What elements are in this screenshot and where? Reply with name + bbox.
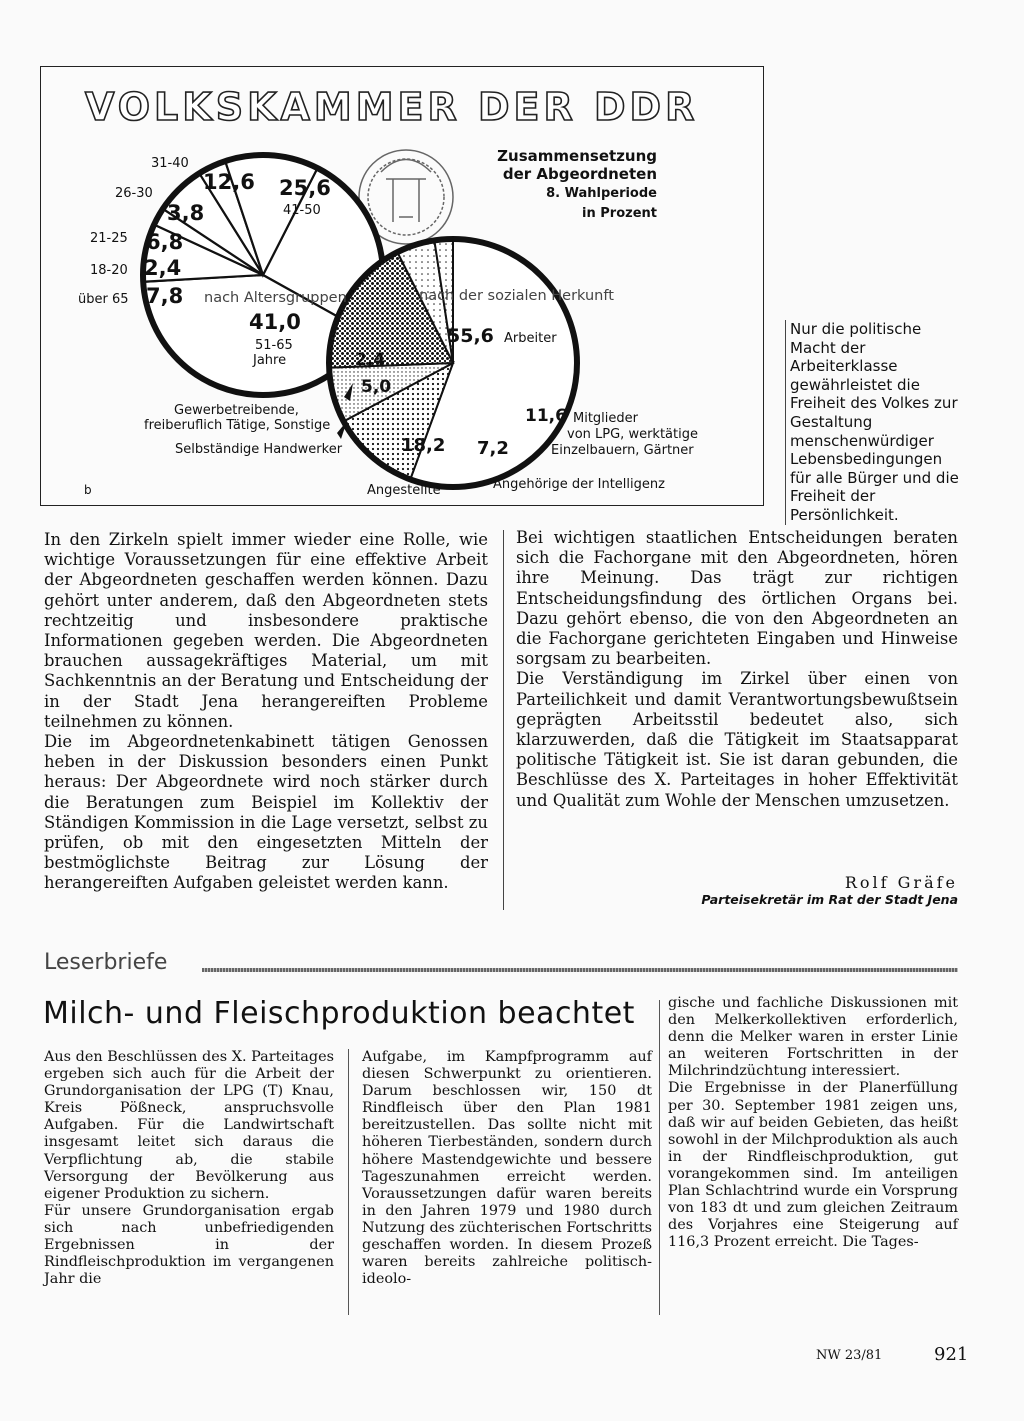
article-column-right	[516, 528, 958, 811]
pie-origin-title: nach der sozialen Herkunft	[419, 288, 614, 304]
column-divider	[659, 1000, 660, 1315]
subtitle-line-3: 8. Wahlperiode	[546, 186, 657, 201]
slice-21-25-value: 6,8	[146, 230, 184, 254]
slice-31-40-label: 31-40	[151, 156, 189, 171]
slice-26-30-label: 26-30	[115, 186, 153, 201]
subtitle-line-2: der Abgeordneten	[502, 165, 657, 183]
slice-51-65-label: 51-65	[255, 338, 293, 353]
letter-paragraph: Aufgabe, im Kampfprogramm auf diesen Schwerpunkt zu orientieren. Darum beschlossen wir, 150 dt Rindfleisch über den Plan 1981 bereitzustellen. Das sollte nicht mit höheren Tierbeständen, sondern durch höhere Mastendgewichte und bessere Tageszunahmen erreicht werden. Voraussetzungen dafür waren bereits in den Jahren 1979 und 1980 durch Nutzung des züchterischen Fortschritts geschaffen worden. In diesem Prozeß waren bereits zahlreiche politisch-ideolo-	[362, 1049, 652, 1288]
author-name: Rolf Gräfe	[844, 873, 958, 892]
letter-paragraph: Die Ergebnisse in der Planerfüllung per 30. September 1981 zeigen uns, daß wir auf beiden Gebieten, das heißt sowohl in der Milchproduktion als auch in der Rindfleischproduktion, gut vorangekommen sind. Im anteiligen Plan Schlachtrind wurde ein Vorsprung von 183 dt und zum gleichen Zeitraum des Vorjahres eine Steigerung auf 116,3 Prozent erreicht. Die Tages-	[668, 1080, 958, 1251]
slice-21-25-label: 21-25	[90, 231, 128, 246]
chart-figure	[40, 66, 764, 506]
slice-26-30-value: 3,8	[167, 201, 205, 225]
article-paragraph: In den Zirkeln spielt immer wieder eine Rolle, wie wichtige Voraussetzungen für eine effektive Arbeit der Abgeordneten geschaffen werden können. Dazu gehört unter anderem, daß den Abgeordneten stets rechtzeitig und insbesondere praktische Informationen gegeben werden. Die Abgeordneten brauchen aussagekräftiges Material, um mit Sachkenntnis an der Beratung und Entscheidung der in der Stadt Jena herangereiften Probleme teilnehmen zu können.	[44, 530, 488, 731]
issue-reference: NW 23/81	[816, 1348, 883, 1363]
article-paragraph: Die Verständigung im Zirkel über einen von Parteilichkeit und damit Verantwortungsbewußtsein geprägten Arbeitsstil bedeutet also, sich klarzuwerden, daß die Tätigkeit im Staatsapparat politische Tätigkeit ist. Sie ist daran gebunden, die Beschlüsse des X. Parteitages in hoher Effektivität und Qualität zum Wohle der Menschen umzusetzen.	[516, 669, 958, 810]
slice-18-20-value: 2,4	[144, 256, 182, 280]
slice-intelligenz-value: 7,2	[477, 438, 509, 459]
slice-lpg-label: Mitglieder	[573, 411, 638, 426]
pie-age-title: nach Altersgruppen	[204, 290, 347, 306]
slice-31-40-value: 12,6	[203, 170, 255, 194]
slice-lpg-label-3: Einzelbauern, Gärtner	[551, 443, 694, 458]
slice-gewerbe-value: 2,4	[355, 350, 386, 370]
slice-arbeiter-label: Arbeiter	[504, 331, 557, 346]
letter-column-3	[668, 995, 958, 1251]
slice-51-65-label-2: Jahre	[253, 353, 287, 368]
slice-handwerker-label: Selbständige Handwerker	[175, 442, 343, 457]
slice-41-50-label: 41-50	[283, 203, 321, 218]
article-column-left	[44, 530, 488, 894]
section-rule	[202, 968, 958, 972]
slice-ueber-65-label: über 65	[78, 292, 129, 307]
slice-41-50-value: 25,6	[279, 176, 331, 200]
slice-lpg-value: 11,6	[525, 406, 567, 426]
letter-headline: Milch- und Fleischproduktion beachtet	[43, 996, 635, 1031]
side-caption: Nur die politische Macht der Arbeiterklasse gewährleistet die Freiheit des Volkes zur Gestaltung menschenwürdiger Lebensbedingungen für alle Bürger und die Freiheit der Persönlichkeit.	[785, 320, 962, 525]
slice-ueber-65-value: 7,8	[146, 284, 184, 308]
slice-handwerker-value: 5,0	[361, 377, 392, 397]
slice-gewerbe-label-2: freiberuflich Tätige, Sonstige	[144, 418, 331, 433]
letter-column-2	[362, 1049, 652, 1288]
letter-column-1	[44, 1049, 334, 1288]
section-label: Leserbriefe	[44, 950, 168, 975]
slice-arbeiter-value: 55,6	[447, 325, 494, 347]
letter-paragraph: Für unsere Grundorganisation ergab sich nach unbefriedigenden Ergebnissen in der Rindfleischproduktion im vergangenen Jahr die	[44, 1202, 334, 1288]
chart-title: VOLKSKAMMER DER DDR	[85, 85, 699, 129]
slice-18-20-label: 18-20	[90, 263, 128, 278]
slice-angestellte-value: 18,2	[401, 435, 446, 456]
slice-angestellte-label: Angestellte	[367, 483, 441, 498]
subtitle-line-4: in Prozent	[582, 206, 657, 221]
page-number: 921	[934, 1344, 969, 1365]
author-role: Parteisekretär im Rat der Stadt Jena	[701, 892, 958, 907]
article-paragraph: Die im Abgeordnetenkabinett tätigen Genossen heben in der Diskussion besonders einen Punkt heraus: Der Abgeordnete wird noch stärker durch die Beratungen zum Beispiel im Kollektiv der Ständigen Kommission in die Lage versetzt, selbst zu prüfen, ob mit den eingesetzten Mitteln der bestmöglichste Beitrag zur Lösung der herangereiften Aufgaben geleistet werden kann.	[44, 732, 488, 893]
article-paragraph: Bei wichtigen staatlichen Entscheidungen beraten sich die Fachorgane mit den Abgeordneten, hören ihre Meinung. Das trägt zur richtigen Entscheidungsfindung des örtlichen Organs bei. Dazu gehört ebenso, die von den Abgeordneten an die Fachorgane gerichteten Eingaben und Hinweise sorgsam zu bearbeiten.	[516, 528, 958, 669]
letter-paragraph: Aus den Beschlüssen des X. Parteitages ergeben sich auch für die Arbeit der Grundorganisation der LPG (T) Knau, Kreis Pößneck, anspruchsvolle Aufgaben. Für die Landwirtschaft insgesamt leitet sich daraus die Verpflichtung ab, die stabile Versorgung der Bevölkerung aus eigener Produktion zu sichern.	[44, 1049, 334, 1202]
slice-lpg-label-2: von LPG, werktätige	[567, 427, 698, 442]
figure-mark: b	[84, 483, 92, 497]
chart-canvas	[41, 67, 763, 505]
subtitle-line-1: Zusammensetzung	[497, 147, 657, 165]
column-divider	[348, 1049, 349, 1315]
letter-paragraph: gische und fachliche Diskussionen mit den Melkerkollektiven erforderlich, denn die Melker waren in erster Linie an weiteren Fortschritten in der Milchrindzüchtung interessiert.	[668, 995, 958, 1080]
slice-gewerbe-label: Gewerbetreibende,	[174, 403, 299, 418]
slice-intelligenz-label: Angehörige der Intelligenz	[493, 477, 665, 492]
slice-51-65-value: 41,0	[249, 310, 301, 334]
chart-subtitle	[487, 147, 657, 223]
column-divider	[503, 530, 504, 910]
